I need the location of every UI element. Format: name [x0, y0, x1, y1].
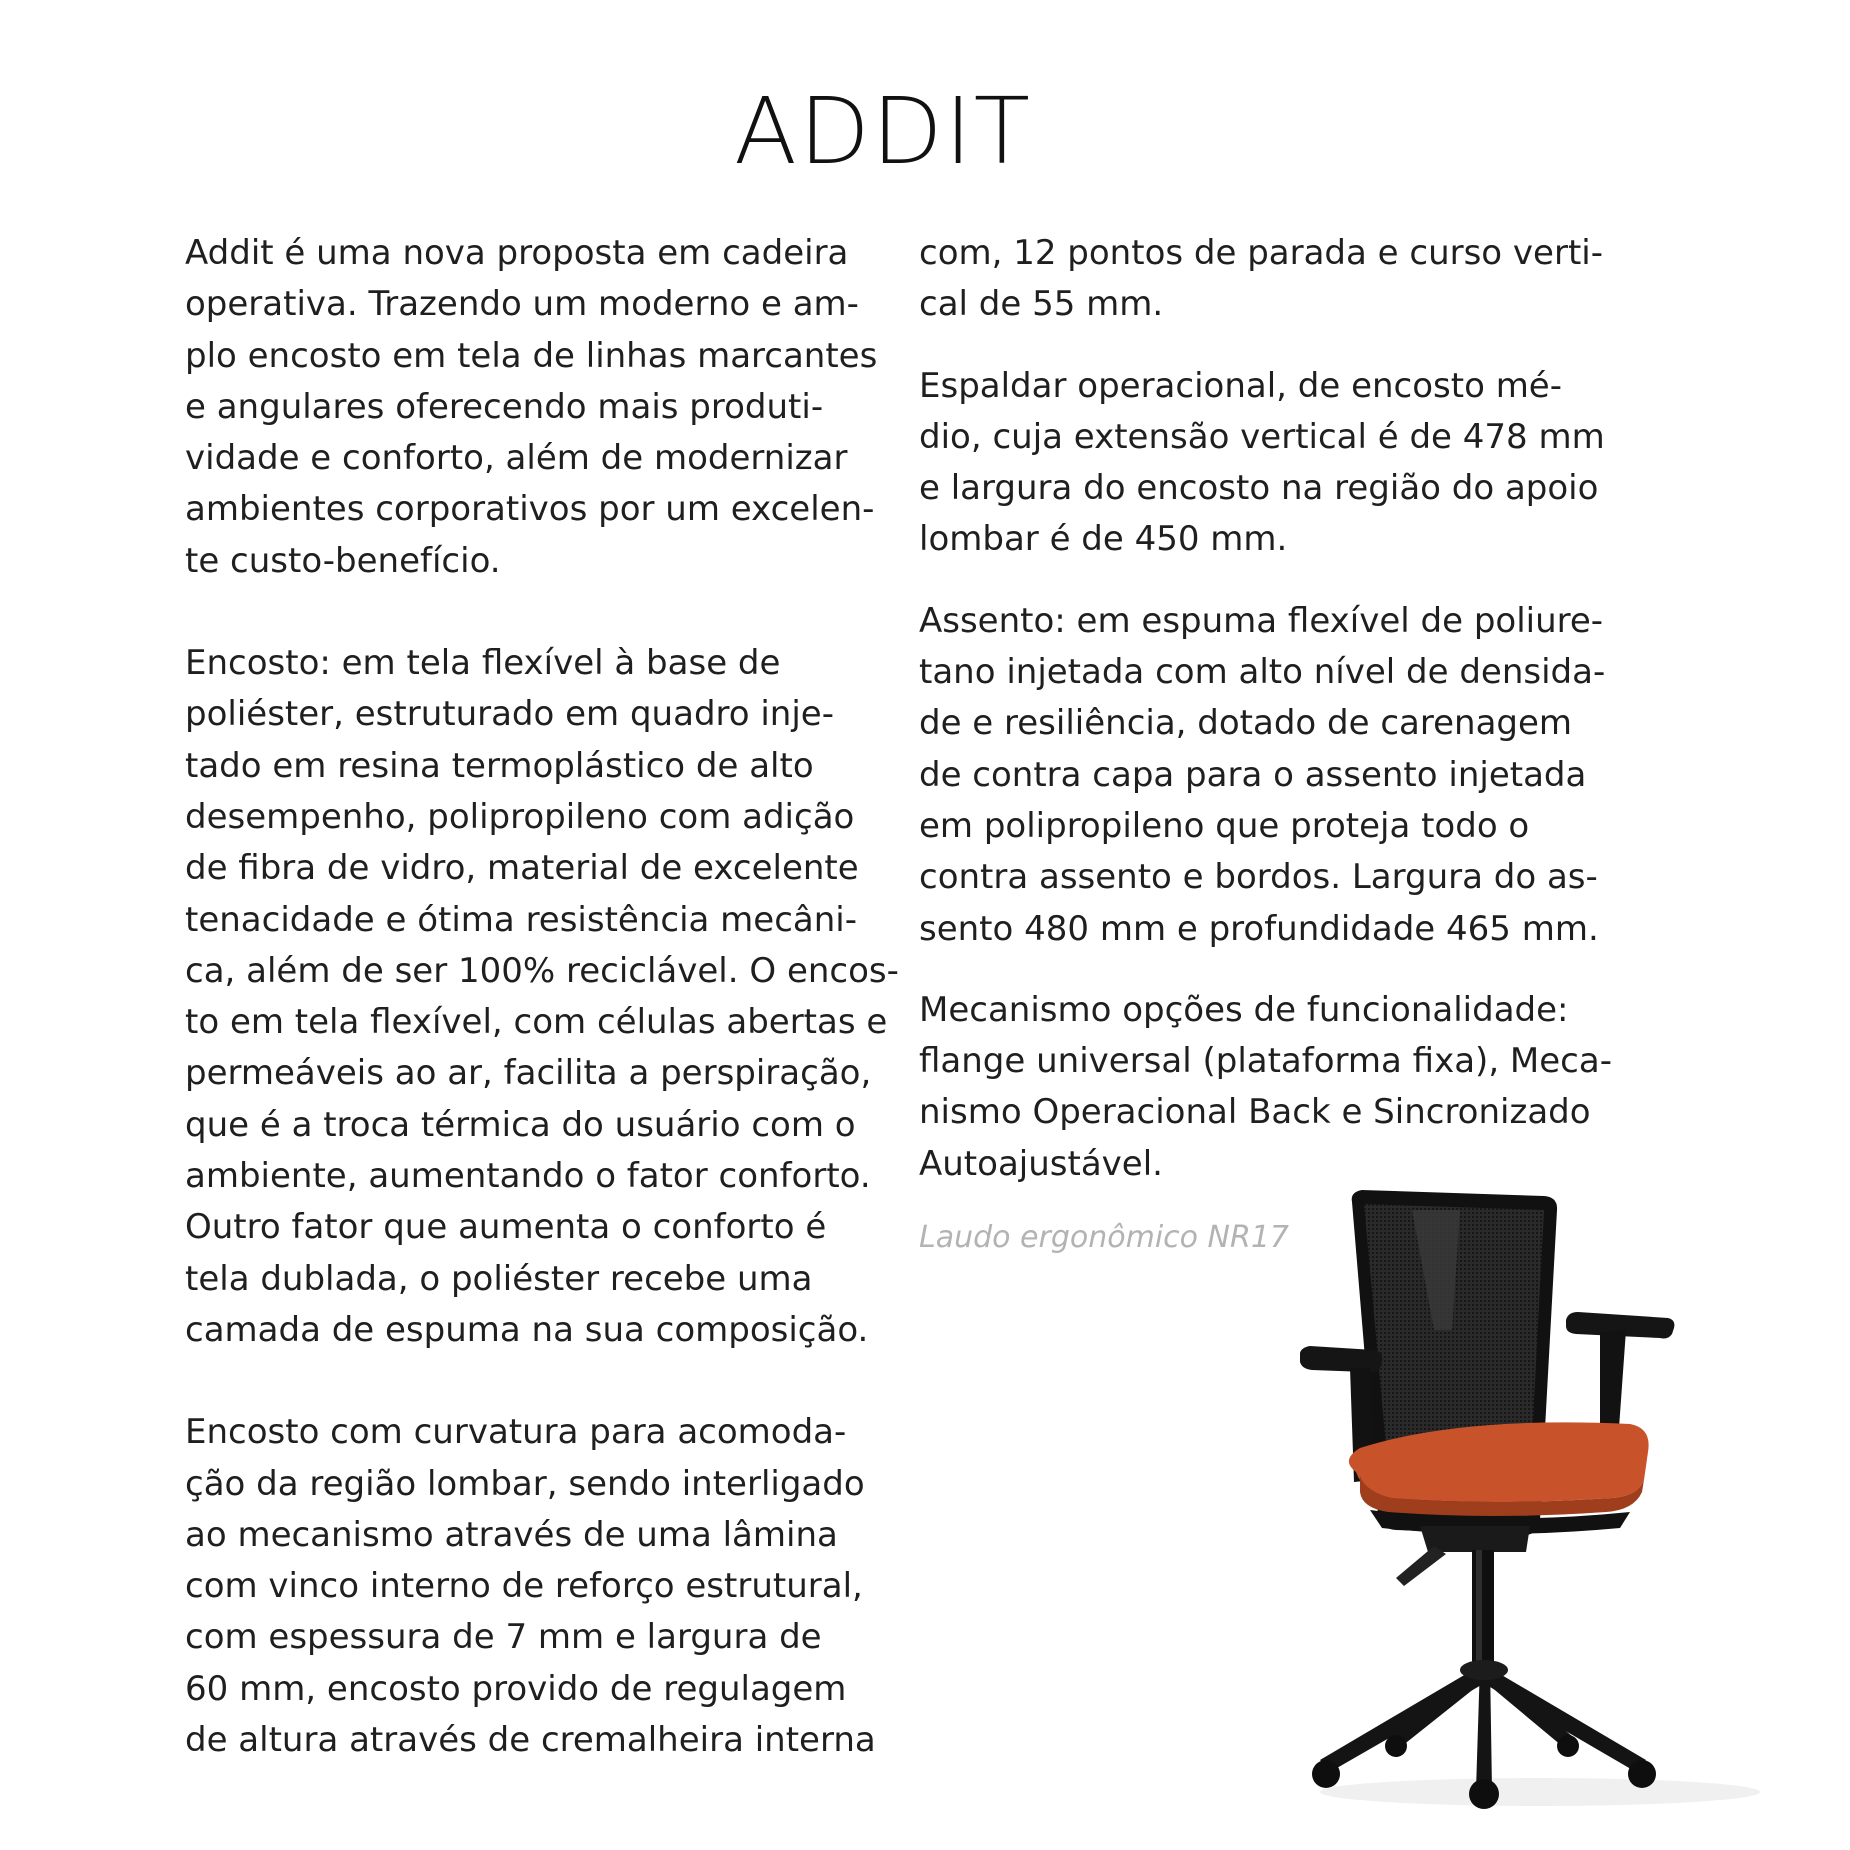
text-line: to em tela flexível, com células abertas e — [185, 1002, 888, 1043]
text-line: ção da região lombar, sendo interligado — [185, 1463, 865, 1504]
left-column — [185, 228, 899, 1766]
text-line: flange universal (plataforma fixa), Meca- — [919, 1041, 1612, 1082]
text-line: desempenho, polipropileno com adição — [185, 796, 855, 837]
text-line: dio, cuja extensão vertical é de 478 mm — [919, 416, 1605, 457]
text-line: Assento: em espuma flexível de poliure- — [919, 600, 1604, 641]
text-line: contra assento e bordos. Largura do as- — [919, 857, 1598, 898]
text-line: tenacidade e ótima resistência mecâni- — [185, 899, 857, 940]
text-line: ambientes corporativos por um excelen- — [185, 489, 875, 530]
office-chair-image — [1300, 1180, 1780, 1820]
text-line: Outro fator que aumenta o conforto é — [185, 1207, 827, 1248]
text-line: de fibra de vidro, material de excelente — [185, 848, 859, 889]
text-line: e angulares oferecendo mais produti- — [185, 386, 824, 427]
text-line: lombar é de 450 mm. — [919, 519, 1288, 560]
page-title: ADDIT — [734, 78, 1032, 185]
text-line: operativa. Trazendo um moderno e am- — [185, 284, 859, 325]
paragraph-assento — [919, 596, 1609, 955]
paragraph-curso — [919, 228, 1609, 331]
text-line: plo encosto em tela de linhas marcantes — [185, 335, 878, 376]
text-line: tela dublada, o poliéster recebe uma — [185, 1258, 813, 1299]
text-line: tano injetada com alto nível de densida- — [919, 652, 1606, 693]
text-line: Autoajustável. — [919, 1143, 1163, 1184]
text-line: nismo Operacional Back e Sincronizado — [919, 1092, 1591, 1133]
text-line: ao mecanismo através de uma lâmina — [185, 1514, 838, 1555]
text-line: poliéster, estruturado em quadro inje- — [185, 694, 834, 735]
right-column — [919, 228, 1612, 1190]
text-line: Mecanismo opções de funcionalidade: — [919, 989, 1569, 1030]
text-line: vidade e conforto, além de modernizar — [185, 438, 848, 479]
text-line: Addit é uma nova proposta em cadeira — [185, 233, 849, 273]
text-line: que é a troca térmica do usuário com o — [185, 1104, 856, 1145]
paragraph-encosto — [185, 638, 899, 1356]
text-line: ca, além de ser 100% reciclável. O encos- — [185, 950, 899, 991]
paragraph-intro — [185, 228, 885, 587]
text-line: tado em resina termoplástico de alto — [185, 745, 814, 786]
text-line: e largura do encosto na região do apoio — [919, 468, 1599, 509]
text-line: Encosto: em tela flexível à base de — [185, 643, 781, 684]
paragraph-espaldar — [919, 361, 1609, 566]
text-line: com, 12 pontos de parada e curso verti- — [919, 233, 1603, 273]
text-line: te custo-benefício. — [185, 540, 501, 581]
text-line: Espaldar operacional, de encosto mé- — [919, 365, 1562, 406]
text-line: de contra capa para o assento injetada — [919, 754, 1587, 795]
paragraph-curvatura — [185, 1407, 885, 1766]
ergonomic-report-caption: Laudo ergonômico NR17 — [919, 1220, 1290, 1255]
text-line: Encosto com curvatura para acomoda- — [185, 1412, 847, 1453]
text-line: cal de 55 mm. — [919, 284, 1164, 325]
paragraph-mecanismo — [919, 985, 1612, 1190]
text-line: com vinco interno de reforço estrutural, — [185, 1566, 863, 1607]
text-line: com espessura de 7 mm e largura de — [185, 1617, 822, 1658]
text-line: ambiente, aumentando o fator conforto. — [185, 1156, 871, 1197]
text-line: camada de espuma na sua composição. — [185, 1309, 869, 1350]
text-line: 60 mm, encosto provido de regulagem — [185, 1668, 847, 1709]
text-line: em polipropileno que proteja todo o — [919, 805, 1530, 846]
text-line: permeáveis ao ar, facilita a perspiração, — [185, 1053, 872, 1094]
text-line: de altura através de cremalheira interna — [185, 1720, 876, 1761]
text-line: sento 480 mm e profundidade 465 mm. — [919, 908, 1599, 949]
text-line: de e resiliência, dotado de carenagem — [919, 703, 1573, 744]
